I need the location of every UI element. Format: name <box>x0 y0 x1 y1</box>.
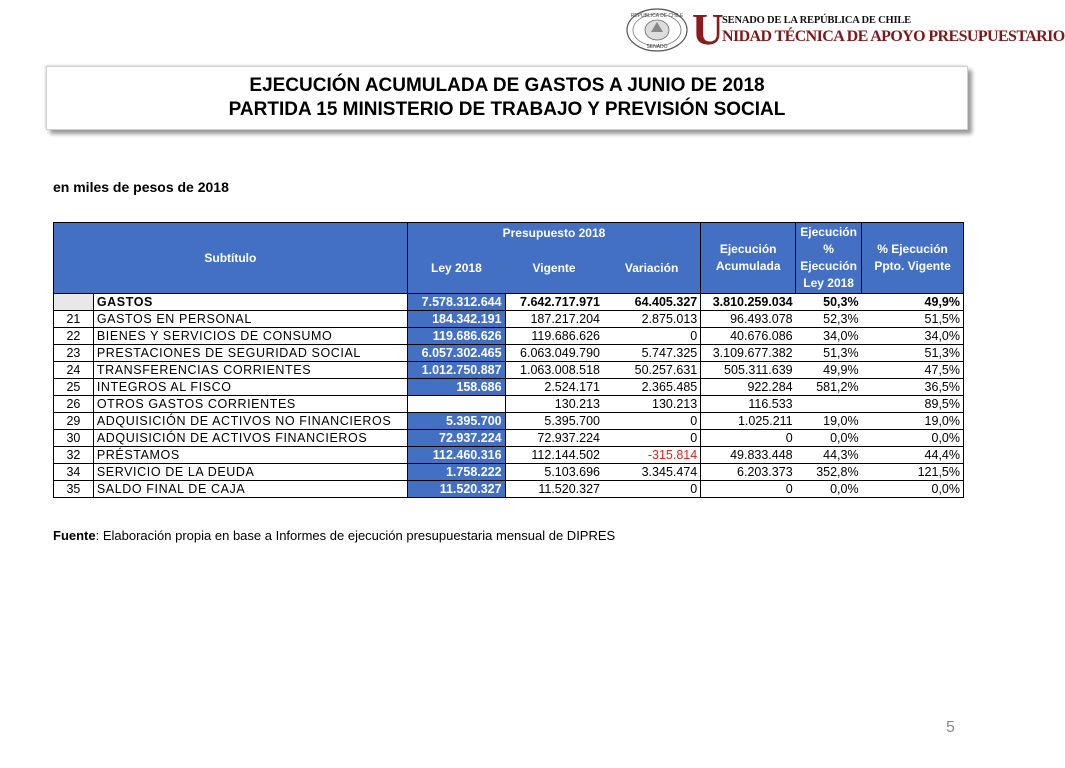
row-ley: 158.686 <box>407 379 505 396</box>
table-row-total <box>54 294 964 311</box>
row-vigente: 187.217.204 <box>505 311 603 328</box>
row-ejecucion: 0 <box>701 430 796 447</box>
senado-seal-icon <box>626 8 688 52</box>
row-variacion: 5.747.325 <box>603 345 701 362</box>
row-variacion: 2.365.485 <box>603 379 701 396</box>
row-name: INTEGROS AL FISCO <box>93 379 407 396</box>
row-variacion: -315.814 <box>603 447 701 464</box>
row-pct-vigente: 51,5% <box>862 311 964 328</box>
row-name: SALDO FINAL DE CAJA <box>93 481 407 498</box>
row-code: 23 <box>54 345 94 362</box>
row-code: 24 <box>54 362 94 379</box>
header-ejecucion-pct-ley: Ejecución % Ejecución Ley 2018 <box>796 223 862 294</box>
row-pct-ley: 581,2% <box>796 379 862 396</box>
row-ejecucion: 922.284 <box>701 379 796 396</box>
row-code: 22 <box>54 328 94 345</box>
row-pct-vigente: 51,3% <box>862 345 964 362</box>
row-pct-vigente: 47,5% <box>862 362 964 379</box>
table-row <box>54 396 964 413</box>
row-vigente: 11.520.327 <box>505 481 603 498</box>
row-pct-ley: 19,0% <box>796 413 862 430</box>
table-row <box>54 430 964 447</box>
row-code: 35 <box>54 481 94 498</box>
row-pct-vigente: 0,0% <box>862 430 964 447</box>
row-pct-ley: 34,0% <box>796 328 862 345</box>
svg-text:REPÚBLICA DE CHILE: REPÚBLICA DE CHILE <box>630 13 684 19</box>
row-pct-vigente: 89,5% <box>862 396 964 413</box>
row-pct-ley: 51,3% <box>796 345 862 362</box>
row-vigente: 6.063.049.790 <box>505 345 603 362</box>
row-pct-vigente: 121,5% <box>862 464 964 481</box>
row-name: PRÉSTAMOS <box>93 447 407 464</box>
row-vigente: 72.937.224 <box>505 430 603 447</box>
row-code <box>54 294 94 311</box>
row-ley: 7.578.312.644 <box>407 294 505 311</box>
row-name: OTROS GASTOS CORRIENTES <box>93 396 407 413</box>
row-name: ADQUISICIÓN DE ACTIVOS NO FINANCIEROS <box>93 413 407 430</box>
row-ley: 1.758.222 <box>407 464 505 481</box>
row-ley: 6.057.302.465 <box>407 345 505 362</box>
row-variacion: 0 <box>603 328 701 345</box>
logo-unidad-text: NIDAD TÉCNICA DE APOYO PRESUPUESTARIO <box>722 28 1065 45</box>
row-pct-vigente: 0,0% <box>862 481 964 498</box>
row-code: 34 <box>54 464 94 481</box>
row-variacion: 3.345.474 <box>603 464 701 481</box>
source-note <box>53 528 615 543</box>
table-row <box>54 413 964 430</box>
row-code: 30 <box>54 430 94 447</box>
row-ley: 184.342.191 <box>407 311 505 328</box>
row-name: ADQUISICIÓN DE ACTIVOS FINANCIEROS <box>93 430 407 447</box>
row-pct-ley: 44,3% <box>796 447 862 464</box>
header-pct-ppto-vigente: % Ejecución Ppto. Vigente <box>862 223 964 294</box>
row-variacion: 0 <box>603 430 701 447</box>
row-vigente: 5.395.700 <box>505 413 603 430</box>
row-pct-vigente: 49,9% <box>862 294 964 311</box>
row-ley: 11.520.327 <box>407 481 505 498</box>
row-variacion: 0 <box>603 481 701 498</box>
row-pct-ley: 49,9% <box>796 362 862 379</box>
budget-table <box>53 222 964 498</box>
row-ley: 112.460.316 <box>407 447 505 464</box>
logo-u-letter: U <box>692 5 724 54</box>
row-vigente: 5.103.696 <box>505 464 603 481</box>
header-subtitulo: Subtítulo <box>54 223 408 294</box>
row-name: SERVICIO DE LA DEUDA <box>93 464 407 481</box>
table-row <box>54 481 964 498</box>
row-pct-vigente: 34,0% <box>862 328 964 345</box>
row-name: GASTOS EN PERSONAL <box>93 311 407 328</box>
source-text: : Elaboración propia en base a Informes de ejecución presupuestaria mensual de DIPRES <box>95 528 616 543</box>
row-ejecucion: 49.833.448 <box>701 447 796 464</box>
row-vigente: 112.144.502 <box>505 447 603 464</box>
row-ley <box>407 396 505 413</box>
table-row <box>54 362 964 379</box>
table-row <box>54 447 964 464</box>
header-presupuesto: Presupuesto 2018 <box>407 223 701 244</box>
source-label: Fuente <box>53 528 96 543</box>
row-ejecucion: 1.025.211 <box>701 413 796 430</box>
row-pct-ley: 52,3% <box>796 311 862 328</box>
row-ejecucion: 6.203.373 <box>701 464 796 481</box>
row-pct-ley: 0,0% <box>796 430 862 447</box>
table-row <box>54 311 964 328</box>
row-vigente: 7.642.717.971 <box>505 294 603 311</box>
row-ejecucion: 505.311.639 <box>701 362 796 379</box>
row-code: 21 <box>54 311 94 328</box>
row-vigente: 1.063.008.518 <box>505 362 603 379</box>
table-row <box>54 464 964 481</box>
units-label: en miles de pesos de 2018 <box>53 179 229 195</box>
logo-senado-text: SENADO DE LA REPÚBLICA DE CHILE <box>722 15 911 26</box>
title-line-1: EJECUCIÓN ACUMULADA DE GASTOS A JUNIO DE 2018 <box>249 75 765 96</box>
row-variacion: 0 <box>603 413 701 430</box>
row-vigente: 2.524.171 <box>505 379 603 396</box>
page-number: 5 <box>946 719 955 736</box>
row-vigente: 130.213 <box>505 396 603 413</box>
table-row <box>54 328 964 345</box>
row-ejecucion: 116.533 <box>701 396 796 413</box>
header-row-1 <box>54 223 964 244</box>
row-vigente: 119.686.626 <box>505 328 603 345</box>
table-row <box>54 345 964 362</box>
row-code: 25 <box>54 379 94 396</box>
row-name: PRESTACIONES DE SEGURIDAD SOCIAL <box>93 345 407 362</box>
row-variacion: 130.213 <box>603 396 701 413</box>
header-ley: Ley 2018 <box>407 243 505 294</box>
row-ejecucion: 96.493.078 <box>701 311 796 328</box>
row-ley: 72.937.224 <box>407 430 505 447</box>
header-vigente: Vigente <box>505 243 603 294</box>
row-ejecucion: 0 <box>701 481 796 498</box>
row-code: 29 <box>54 413 94 430</box>
row-code: 26 <box>54 396 94 413</box>
row-pct-ley <box>796 396 862 413</box>
row-variacion: 50.257.631 <box>603 362 701 379</box>
row-ley: 1.012.750.887 <box>407 362 505 379</box>
row-ejecucion: 3.109.677.382 <box>701 345 796 362</box>
title-box <box>46 66 968 130</box>
row-pct-ley: 50,3% <box>796 294 862 311</box>
row-name: TRANSFERENCIAS CORRIENTES <box>93 362 407 379</box>
row-variacion: 64.405.327 <box>603 294 701 311</box>
row-ejecucion: 40.676.086 <box>701 328 796 345</box>
row-ley: 119.686.626 <box>407 328 505 345</box>
row-ejecucion: 3.810.259.034 <box>701 294 796 311</box>
row-name: GASTOS <box>93 294 407 311</box>
row-pct-ley: 352,8% <box>796 464 862 481</box>
header-ejecucion-acumulada: Ejecución Acumulada <box>701 223 796 294</box>
row-ley: 5.395.700 <box>407 413 505 430</box>
svg-text:SENADO: SENADO <box>646 44 668 50</box>
row-name: BIENES Y SERVICIOS DE CONSUMO <box>93 328 407 345</box>
row-pct-vigente: 19,0% <box>862 413 964 430</box>
row-pct-vigente: 36,5% <box>862 379 964 396</box>
row-code: 32 <box>54 447 94 464</box>
title-line-2: PARTIDA 15 MINISTERIO DE TRABAJO Y PREVISIÓN SOCIAL <box>228 99 786 120</box>
row-pct-ley: 0,0% <box>796 481 862 498</box>
senado-logo <box>626 5 1065 54</box>
table-row <box>54 379 964 396</box>
row-pct-vigente: 44,4% <box>862 447 964 464</box>
row-variacion: 2.875.013 <box>603 311 701 328</box>
header-variacion: Variación <box>603 243 701 294</box>
